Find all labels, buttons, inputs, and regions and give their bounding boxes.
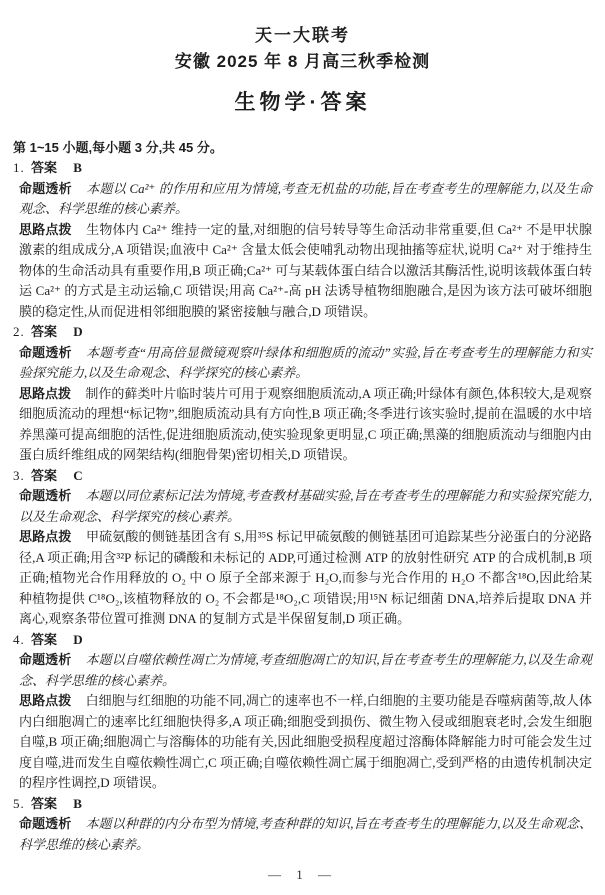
tips-label: 思路点拨 — [19, 385, 72, 401]
question-answer-line — [13, 466, 591, 487]
analysis-label: 命题透析 — [19, 488, 72, 504]
analysis-text: 本题以 Ca²⁺ 的作用和应用为情境,考查无机盐的功能,旨在考查考生的理解能力,以及生命观念、科学思维的核心素养。 — [19, 180, 592, 217]
answer-label: 答案 — [31, 324, 58, 340]
exam-name-title: 天一大联考 — [255, 26, 350, 45]
analysis-text: 本题以种群的内分布型为情境,考查种群的知识,旨在考查考生的理解能力,以及生命观念、科学思维的核心素养。 — [19, 816, 592, 852]
tips-paragraph — [19, 220, 592, 323]
question-block — [0, 630, 605, 794]
analysis-label: 命题透析 — [19, 344, 72, 360]
question-answer-line — [13, 158, 591, 179]
question-block — [0, 466, 605, 630]
answer-letter: B — [73, 795, 82, 811]
question-answer-line — [13, 630, 591, 651]
analysis-label: 命题透析 — [19, 652, 72, 668]
tips-label: 思路点拨 — [19, 693, 72, 709]
analysis-label: 命题透析 — [19, 816, 72, 832]
question-block — [0, 322, 605, 466]
analysis-paragraph — [19, 179, 592, 220]
tips-paragraph — [19, 384, 592, 466]
tips-text: 制作的藓类叶片临时装片可用于观察细胞质流动,A 项正确;叶绿体有颜色,体积较大,是观察细胞质流动的理想“标记物”,细胞质流动具有方向性,B 项正确;冬季进行该实验时,提前在温暖的水中培养黑藻可提高细胞的活性,促进细胞质流动,使实验现象更明显,C 项正确;黑藻的细胞质流动与细胞内由蛋白质纤维组成的网架结构(细胞骨架)密切相关,D 项错误。 — [19, 385, 592, 463]
answer-label: 答案 — [31, 795, 58, 811]
exam-session-title: 安徽 2025 年 8 月高三秋季检测 — [174, 52, 431, 72]
analysis-text: 本题以自噬依赖性凋亡为情境,考查细胞凋亡的知识,旨在考查考生的理解能力,以及生命观念、科学思维的核心素养。 — [19, 652, 592, 688]
analysis-label: 命题透析 — [19, 180, 72, 196]
analysis-paragraph — [19, 814, 592, 855]
document-header — [0, 0, 605, 115]
question-list — [0, 158, 605, 855]
analysis-text: 本题以同位素标记法为情境,考查教材基础实验,旨在考查考生的理解能力和实验探究能力,以及生命观念、科学探究的核心素养。 — [19, 488, 592, 524]
answers-body — [0, 138, 605, 856]
answer-label: 答案 — [31, 467, 58, 483]
answer-label: 答案 — [31, 631, 58, 647]
page-footer — [0, 867, 605, 883]
question-number: 4. — [13, 631, 25, 647]
question-answer-line — [13, 322, 591, 343]
answer-letter: D — [73, 324, 83, 340]
tips-paragraph — [19, 527, 592, 630]
question-number: 5. — [13, 795, 25, 811]
tips-label: 思路点拨 — [19, 221, 72, 237]
analysis-paragraph — [19, 343, 592, 384]
tips-text: 生物体内 Ca²⁺ 维持一定的量,对细胞的信号转导等生命活动非常重要,但 Ca²⁺ 不是甲状腺激素的组成成分,A 项错误;血液中 Ca²⁺ 含量太低会使哺乳动物出现抽搐等症状,说明 Ca²⁺ 对于维持生物体的生命活动具有重要作用,B 项正确;Ca²⁺ 可与某载体蛋白结合以激活其酶活性,说明该载体蛋白转运 Ca²⁺ 的方式是主动运输,C 项错误;用高 Ca²⁺-高 pH 法诱导植物细胞融合,是因为该方法可破坏细胞膜的稳定性,从而促进相邻细胞膜的紧密接触与融合,D 项错误。 — [19, 221, 592, 319]
question-number: 1. — [13, 160, 25, 176]
answer-label: 答案 — [31, 160, 58, 176]
answer-letter: B — [73, 160, 82, 176]
section-note: 第 1~15 小题,每小题 3 分,共 45 分。 — [13, 139, 223, 155]
analysis-paragraph — [19, 650, 592, 691]
question-answer-line — [13, 794, 591, 815]
analysis-paragraph — [19, 486, 592, 527]
tips-text: 甲硫氨酸的侧链基团含有 S,用³⁵S 标记甲硫氨酸的侧链基团可追踪某些分泌蛋白的分泌路径,A 项正确;用含³²P 标记的磷酸和未标记的 ADP,可通过检测 ATP 的放射性研究 ATP 的合成机制,B 项正确;植物光合作用释放的 O₂ 中 O 原子全部来源于 H₂O,而参与光合作用的 H₂O 不都含¹⁸O,因此给某种植物提供 C¹⁸O₂,该植物释放的 O₂ 不会都是¹⁸O₂,C 项错误;用¹⁵N 标记细菌 DNA,培养后提取 DNA 并离心,观察条带位置可推测 DNA 的复制方式是半保留复制,D 项正确。 — [19, 529, 593, 627]
answer-letter: D — [73, 631, 83, 647]
question-block — [0, 794, 605, 856]
answer-letter: C — [73, 467, 83, 483]
page-number: — 1 — — [268, 867, 337, 882]
question-block — [0, 158, 605, 322]
question-number: 2. — [13, 324, 25, 340]
tips-label: 思路点拨 — [19, 529, 72, 545]
analysis-text: 本题考查“用高倍显微镜观察叶绿体和细胞质的流动”实验,旨在考查考生的理解能力和实验探究能力,以及生命观念、科学探究的核心素养。 — [19, 344, 592, 381]
tips-text: 白细胞与红细胞的功能不同,凋亡的速率也不一样,白细胞的主要功能是吞噬病菌等,故人体内白细胞凋亡的速率比红细胞快得多,A 项正确;细胞受到损伤、微生物入侵或细胞衰老时,会发生细胞自噬,B 项正确;细胞凋亡与溶酶体的功能有关,因此细胞受损程度超过溶酶体降解能力时可能会发生过度自噬,进而发生自噬依赖性凋亡,C 项正确;自噬依赖性凋亡属于细胞凋亡,受到严格的由遗传机制决定的程序性调控,D 项错误。 — [19, 693, 592, 791]
subject-title: 生物学·答案 — [234, 90, 371, 114]
tips-paragraph — [19, 691, 592, 794]
question-number: 3. — [13, 467, 25, 483]
